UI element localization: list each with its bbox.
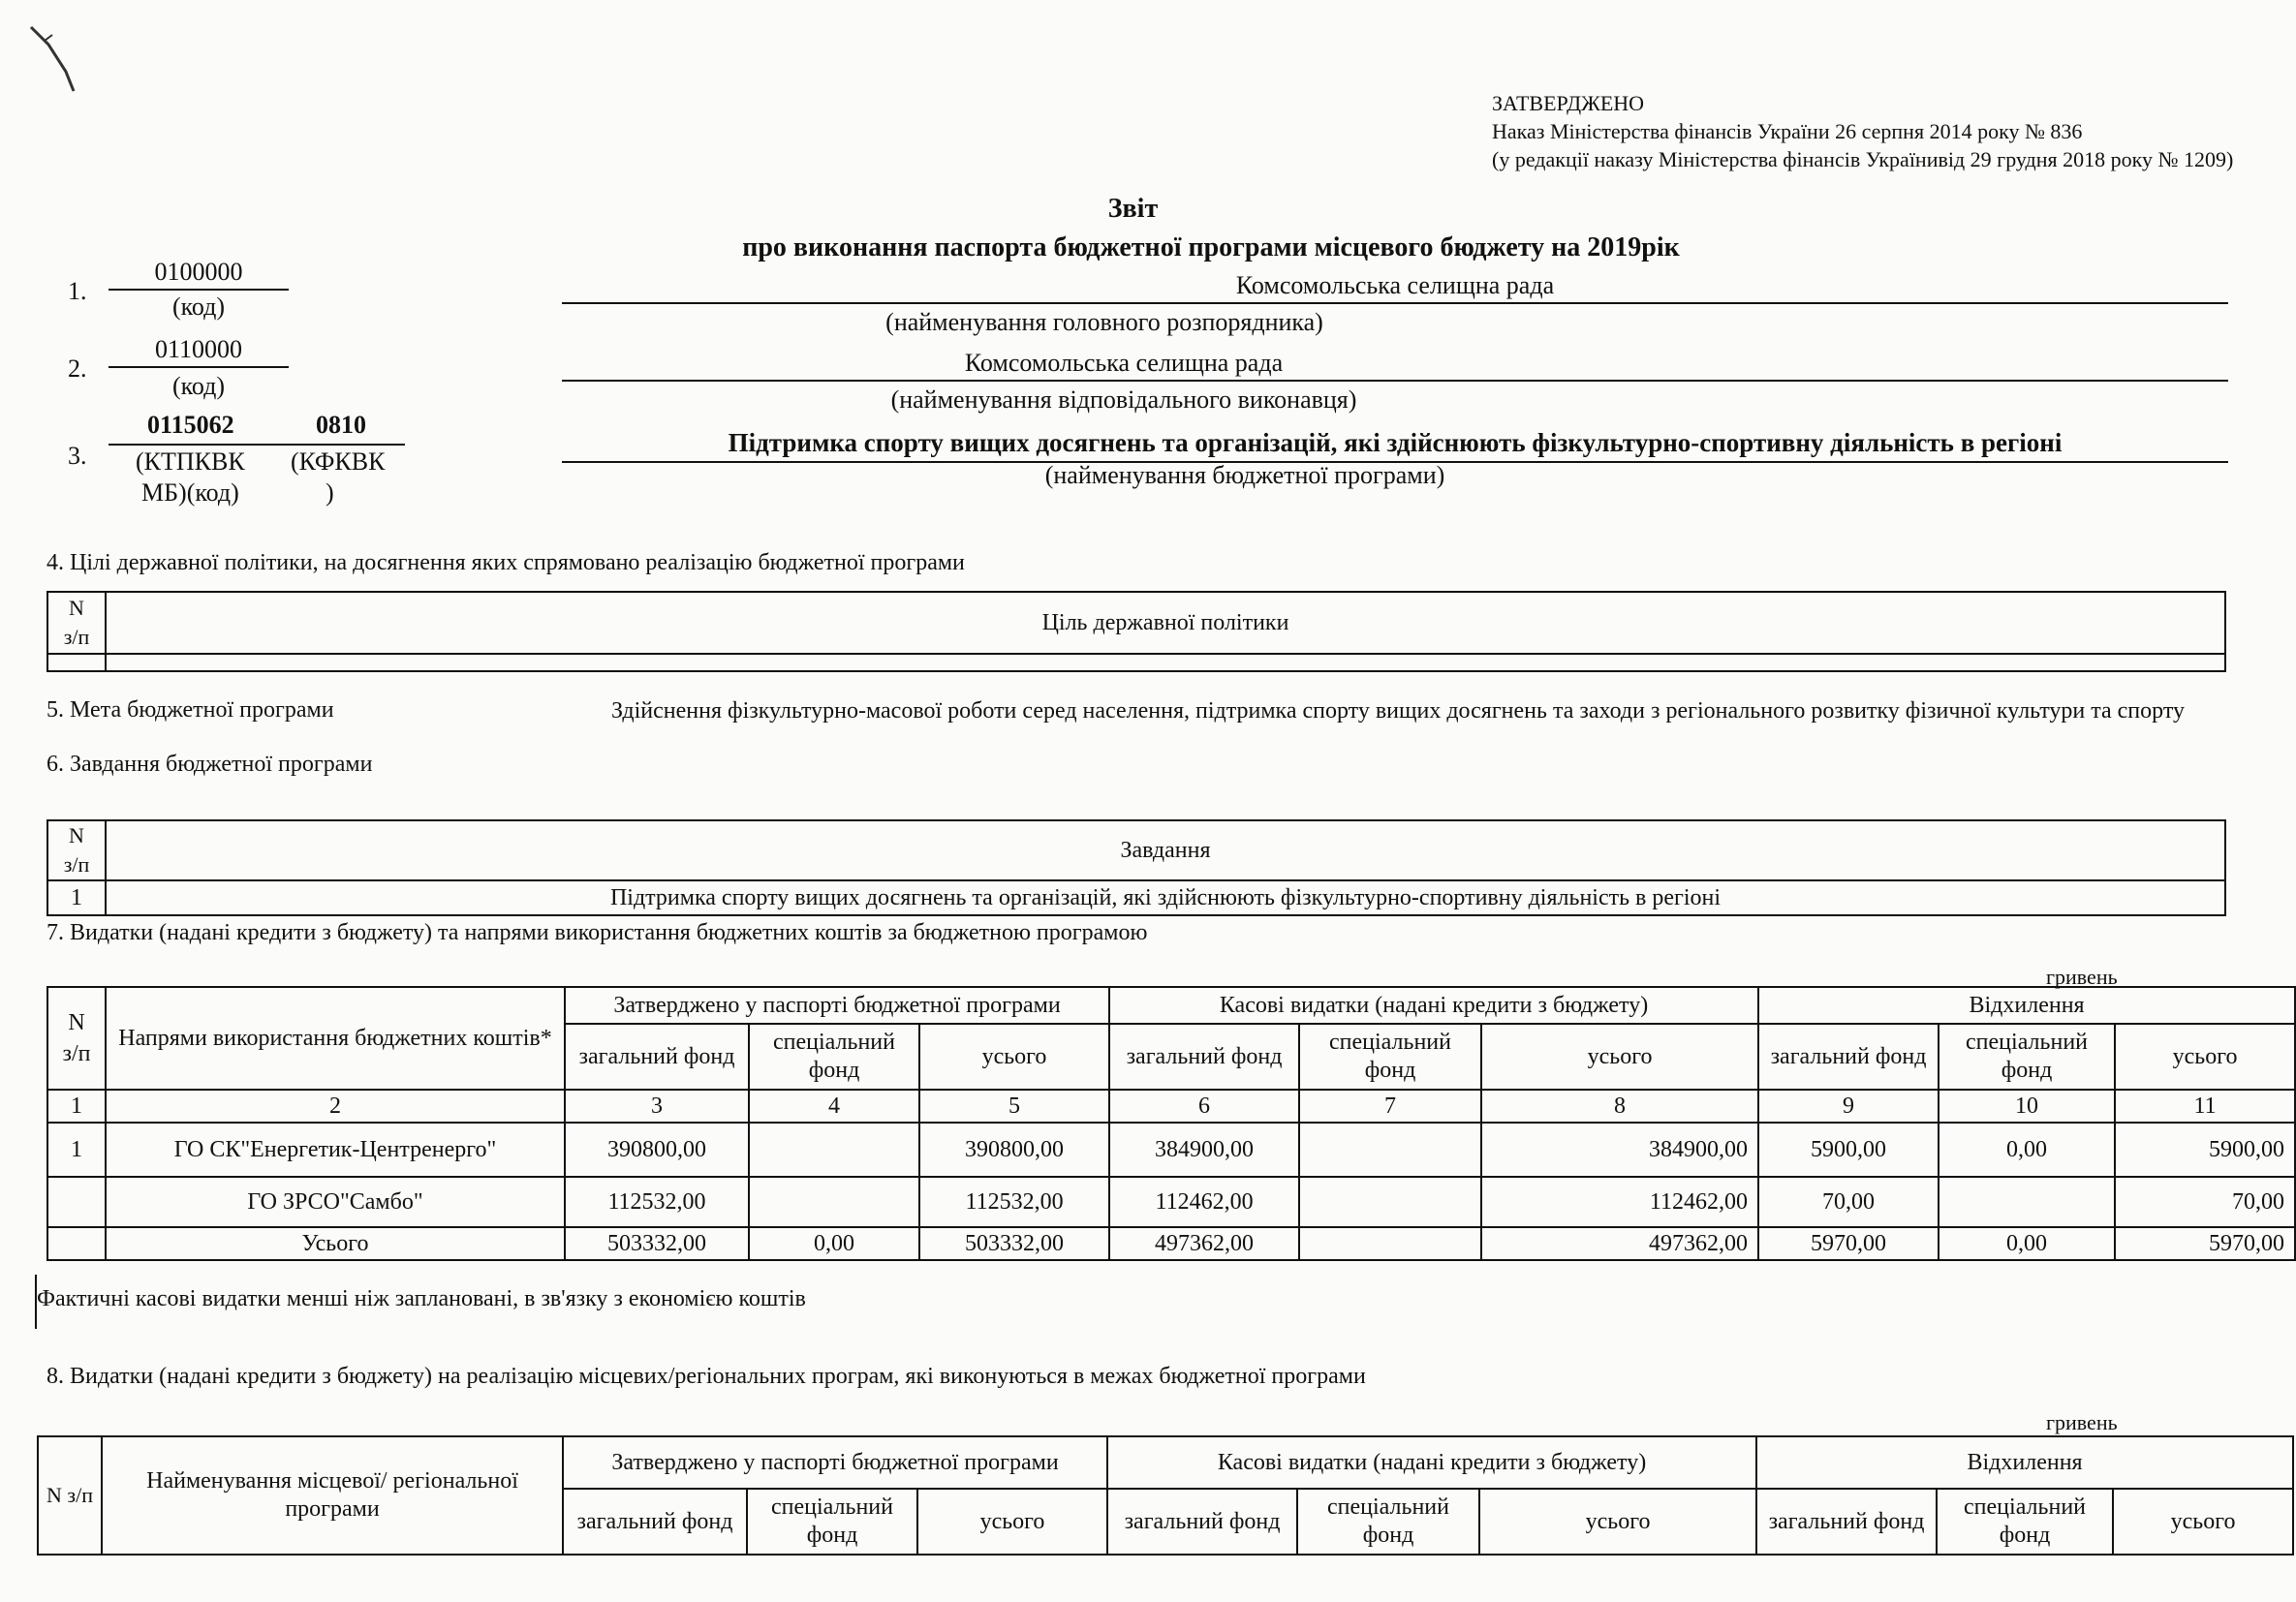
header-2-number: 2. xyxy=(68,354,87,383)
exp-approved-special xyxy=(749,1177,919,1227)
header-3-name-label: (найменування бюджетної програми) xyxy=(1044,461,1445,489)
prog-header-cash-total: усього xyxy=(1479,1489,1756,1555)
exp-header-deviation-special: спеціальний фонд xyxy=(1939,1024,2115,1090)
col-number: 10 xyxy=(1939,1090,2115,1123)
section-8-unit: гривень xyxy=(2046,1410,2118,1434)
exp-cash-total: 497362,00 xyxy=(1481,1227,1758,1260)
section-7-title: 7. Видатки (надані кредити з бюджету) та напрями використання бюджетних коштів за бюджетною програмою xyxy=(47,920,1148,945)
header-1-code-label: (код) xyxy=(171,293,226,321)
exp-header-approved: Затверджено у паспорті бюджетної програми xyxy=(565,987,1109,1024)
header-3-code-kfkvk: 0810 xyxy=(316,411,366,439)
section-8-title: 8. Видатки (надані кредити з бюджету) на реалізацію місцевих/регіональних програм, які виконуються в межах бюджетної програми xyxy=(47,1364,1366,1389)
prog-header-approved: Затверджено у паспорті бюджетної програми xyxy=(563,1436,1107,1489)
exp-approved-total: 390800,00 xyxy=(919,1123,1109,1177)
header-3-label-ktpkvk-b: МБ)(код) xyxy=(141,478,239,507)
exp-deviation-general: 5970,00 xyxy=(1758,1227,1939,1260)
header-3-number: 3. xyxy=(68,442,87,470)
goals-header-num: N з/п xyxy=(47,592,106,654)
tasks-table xyxy=(47,819,2226,916)
prog-header-deviation: Відхилення xyxy=(1756,1436,2293,1489)
exp-header-direction: Напрями використання бюджетних коштів* xyxy=(106,987,565,1090)
task-num: 1 xyxy=(47,880,106,915)
section-7-note: Фактичні касові видатки менші ніж заплановані, в зв'язку з економією коштів xyxy=(37,1286,806,1311)
exp-cash-total: 384900,00 xyxy=(1481,1123,1758,1177)
approval-line-2: Наказ Міністерства фінансів України 26 серпня 2014 року № 836 xyxy=(1492,119,2083,143)
header-2-name: Комсомольська селищна рада xyxy=(964,349,1284,377)
exp-cash-special xyxy=(1299,1123,1481,1177)
prog-header-cash: Касові видатки (надані кредити з бюджету) xyxy=(1107,1436,1756,1489)
exp-deviation-special: 0,00 xyxy=(1939,1227,2115,1260)
exp-deviation-general: 70,00 xyxy=(1758,1177,1939,1227)
exp-row-name: ГО ЗРСО"Самбо" xyxy=(106,1177,565,1227)
exp-deviation-total: 70,00 xyxy=(2115,1177,2295,1227)
prog-header-cash-special: спеціальний фонд xyxy=(1297,1489,1479,1555)
exp-approved-general: 112532,00 xyxy=(565,1177,749,1227)
exp-header-cash: Касові видатки (надані кредити з бюджету) xyxy=(1109,987,1758,1024)
header-1-number: 1. xyxy=(68,277,87,305)
exp-deviation-general: 5900,00 xyxy=(1758,1123,1939,1177)
pen-mark xyxy=(27,21,85,99)
approval-line-1: ЗАТВЕРДЖЕНО xyxy=(1492,91,1645,115)
header-2-code-label: (код) xyxy=(171,372,226,400)
exp-row-num xyxy=(47,1177,106,1227)
header-1-name: Комсомольська селищна рада xyxy=(1235,271,1555,299)
header-2-name-label: (найменування відповідального виконавця) xyxy=(890,385,1357,414)
exp-deviation-total: 5970,00 xyxy=(2115,1227,2295,1260)
goals-header-goal: Ціль державної політики xyxy=(106,592,2225,654)
col-number: 8 xyxy=(1481,1090,1758,1123)
table-row xyxy=(47,1123,2295,1177)
prog-header-deviation-special: спеціальний фонд xyxy=(1937,1489,2113,1555)
col-number: 6 xyxy=(1109,1090,1299,1123)
header-3-label-ktpkvk-a: (КТПКВК xyxy=(136,447,245,476)
exp-cash-general: 384900,00 xyxy=(1109,1123,1299,1177)
header-3-name: Підтримка спорту вищих досягнень та організацій, які здійснюють фізкультурно-спортивну діяльність в регіоні xyxy=(728,428,2063,457)
exp-header-approved-total: усього xyxy=(919,1024,1109,1090)
col-number: 1 xyxy=(47,1090,106,1123)
exp-cash-general: 112462,00 xyxy=(1109,1177,1299,1227)
programs-table xyxy=(37,1435,2294,1556)
col-number: 2 xyxy=(106,1090,565,1123)
exp-row-num: 1 xyxy=(47,1123,106,1177)
exp-row-name: ГО СК"Енергетик-Центренерго" xyxy=(106,1123,565,1177)
task-text: Підтримка спорту вищих досягнень та організацій, які здійснюють фізкультурно-спортивну діяльність в регіоні xyxy=(106,880,2225,915)
tasks-header-num: N з/п xyxy=(47,820,106,880)
tasks-header-task: Завдання xyxy=(106,820,2225,880)
exp-column-numbers xyxy=(47,1090,2295,1123)
exp-deviation-special: 0,00 xyxy=(1939,1123,2115,1177)
exp-header-num: N з/п xyxy=(47,987,106,1090)
col-number: 5 xyxy=(919,1090,1109,1123)
prog-header-deviation-total: усього xyxy=(2113,1489,2293,1555)
exp-cash-special xyxy=(1299,1227,1481,1260)
table-row xyxy=(47,1177,2295,1227)
exp-cash-special xyxy=(1299,1177,1481,1227)
col-number: 7 xyxy=(1299,1090,1481,1123)
prog-header-cash-general: загальний фонд xyxy=(1107,1489,1297,1555)
col-number: 9 xyxy=(1758,1090,1939,1123)
col-number: 11 xyxy=(2115,1090,2295,1123)
col-number: 3 xyxy=(565,1090,749,1123)
exp-row-name: Усього xyxy=(106,1227,565,1260)
exp-approved-general: 503332,00 xyxy=(565,1227,749,1260)
header-1-code: 0100000 xyxy=(154,258,243,286)
prog-header-deviation-general: загальний фонд xyxy=(1756,1489,1937,1555)
section-4-title: 4. Цілі державної політики, на досягнення яких спрямовано реалізацію бюджетної програми xyxy=(47,550,965,575)
prog-header-approved-special: спеціальний фонд xyxy=(747,1489,917,1555)
table-row xyxy=(47,880,2225,915)
report-subtitle: про виконання паспорта бюджетної програми місцевого бюджету на 2019рік xyxy=(742,232,1680,262)
exp-header-approved-general: загальний фонд xyxy=(565,1024,749,1090)
exp-header-cash-total: усього xyxy=(1481,1024,1758,1090)
header-2-code: 0110000 xyxy=(154,335,243,363)
header-3-label-kfkvk-a: (КФКВК xyxy=(291,447,386,476)
prog-header-approved-total: усього xyxy=(917,1489,1107,1555)
table-row-total xyxy=(47,1227,2295,1260)
exp-deviation-total: 5900,00 xyxy=(2115,1123,2295,1177)
exp-header-deviation-total: усього xyxy=(2115,1024,2295,1090)
exp-approved-total: 503332,00 xyxy=(919,1227,1109,1260)
goals-table xyxy=(47,591,2226,672)
expenses-table xyxy=(47,986,2296,1261)
exp-header-cash-general: загальний фонд xyxy=(1109,1024,1299,1090)
section-6-title: 6. Завдання бюджетної програми xyxy=(47,752,373,777)
exp-header-approved-special: спеціальний фонд xyxy=(749,1024,919,1090)
prog-header-program: Найменування місцевої/ регіональної програми xyxy=(102,1436,563,1555)
exp-header-cash-special: спеціальний фонд xyxy=(1299,1024,1481,1090)
approval-line-3: (у редакції наказу Міністерства фінансів Українивід 29 грудня 2018 року № 1209) xyxy=(1492,147,2234,171)
section-5-text: Здійснення фізкультурно-масової роботи серед населення, підтримка спорту вищих досягнень та заходи з регіонального розвитку фізичної культури та спорту xyxy=(611,698,2185,724)
exp-approved-special xyxy=(749,1123,919,1177)
header-3-code-ktpkvk: 0115062 xyxy=(147,411,234,439)
report-title: Звіт xyxy=(1107,194,1159,224)
prog-header-num: N з/п xyxy=(38,1436,102,1555)
section-7-unit: гривень xyxy=(2046,965,2118,989)
exp-deviation-special xyxy=(1939,1177,2115,1227)
prog-header-approved-general: загальний фонд xyxy=(563,1489,747,1555)
exp-cash-total: 112462,00 xyxy=(1481,1177,1758,1227)
header-3-label-kfkvk-b: ) xyxy=(326,478,334,507)
exp-approved-total: 112532,00 xyxy=(919,1177,1109,1227)
approval-block xyxy=(1492,89,2233,173)
exp-header-deviation-general: загальний фонд xyxy=(1758,1024,1939,1090)
exp-approved-special: 0,00 xyxy=(749,1227,919,1260)
section-5-title: 5. Мета бюджетної програми xyxy=(47,697,334,723)
exp-cash-general: 497362,00 xyxy=(1109,1227,1299,1260)
col-number: 4 xyxy=(749,1090,919,1123)
header-1-name-label: (найменування головного розпорядника) xyxy=(885,308,1323,336)
exp-header-deviation: Відхилення xyxy=(1758,987,2295,1024)
exp-approved-general: 390800,00 xyxy=(565,1123,749,1177)
